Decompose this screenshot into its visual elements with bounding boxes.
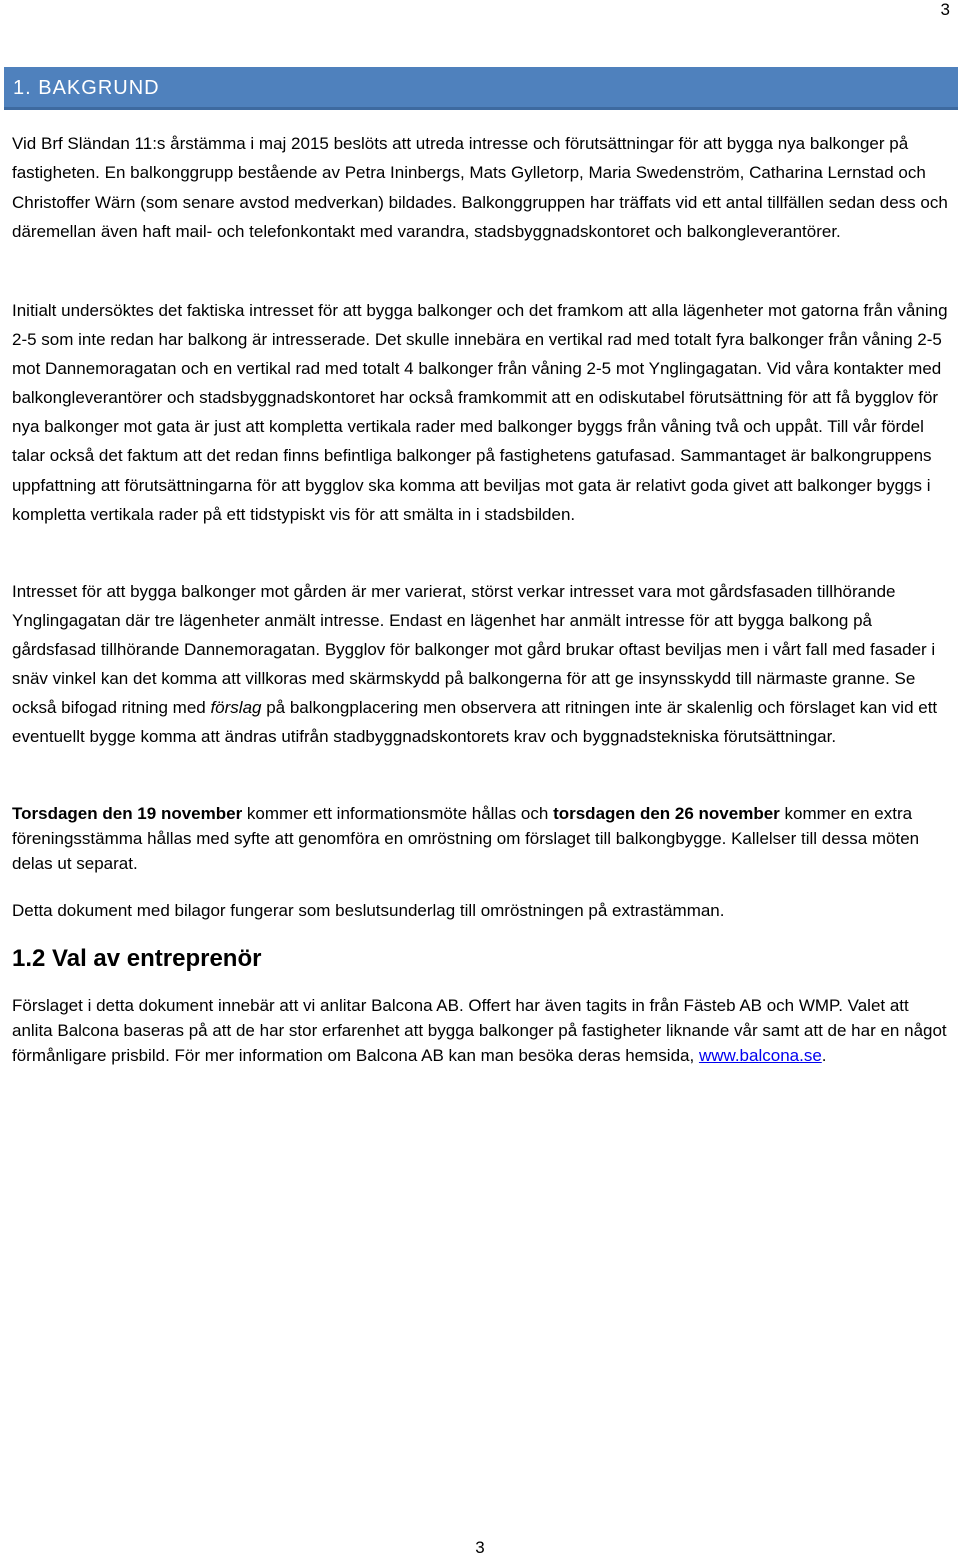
paragraph-text: på balkongplacering men observera att ritningen inte är skalenlig och förslaget kan vid ett eventuellt bygge komma att ändras utifrån stadbyggnadskontorets krav och byggnadstekniska förutsättningar. <box>12 698 938 747</box>
paragraph-meetings <box>12 801 950 876</box>
emphasis-text: förslag <box>210 698 262 718</box>
paragraph-interest-street: Initialt undersöktes det faktiska intresset för att bygga balkonger och det framkom att alla lägenheter mot gatorna från våning 2-5 som inte redan har balkong är intresserade. Det skulle innebära en vertikal rad med totalt fyra balkonger från våning 2-5 mot Dannemoragatan och en vertikal rad med totalt 4 balkonger från våning 2-5 mot Ynglingagatan. Vid våra kontakter med balkongleverantörer och stadsbyggnadskontoret har också framkommit att en odiskutabel förutsättning för att få bygglov för nya balkonger mot gata är just att kompletta vertikala rader med balkonger byggs från våning två och uppåt. Till vår fördel talar också det faktum att det redan finns befintliga balkonger på fastighetens gatufasad. Sammantaget är balkongruppens uppfattning att förutsättningarna för att bygglov ska komma att beviljas mot gata är relativt goda givet att balkonger byggs i kompletta vertikala rader på ett tidstypiskt vis för att smälta in i stadsbilden. <box>12 301 948 524</box>
section-title: 1. BAKGRUND <box>13 77 160 99</box>
meeting-date-2: torsdagen den 26 november <box>553 804 780 823</box>
subsection-title: 1.2 Val av entreprenör <box>12 945 262 972</box>
section-header-bar <box>4 67 958 110</box>
paragraph-decision-basis: Detta dokument med bilagor fungerar som beslutsunderlag till omröstningen på extrastämman. <box>12 901 725 920</box>
meeting-date-1: Torsdagen den 19 november <box>12 804 243 823</box>
paragraph-contractor <box>12 993 950 1068</box>
paragraph-text: . <box>821 1046 827 1065</box>
paragraph-text: Förslaget i detta dokument innebär att vi anlitar Balcona AB. Offert har även tagits in från Fästeb AB och WMP. Valet att anlita Balcona baseras på att de har stor erfarenhet att bygga balkonger på fastigheter liknande vår samt att de har en något förmånligare prisbild. För mer information om Balcona AB kan man besöka deras hemsida, <box>12 996 947 1065</box>
balcona-website-link[interactable]: www.balcona.se <box>698 1046 822 1065</box>
paragraph-interest-courtyard <box>12 577 950 752</box>
paragraph-text: kommer ett informationsmöte hållas och <box>242 804 554 823</box>
page-number-top: 3 <box>940 0 950 19</box>
page-number-bottom: 3 <box>475 1538 485 1557</box>
paragraph-text: kommer en extra föreningsstämma hållas med syfte att genomföra en omröstning om förslaget till balkongbygge. Kallelser till dessa möten delas ut separat. <box>12 804 920 873</box>
paragraph-background-intro: Vid Brf Sländan 11:s årstämma i maj 2015 beslöts att utreda intresse och förutsättningar för att bygga nya balkonger på fastigheten. En balkonggrupp bestående av Petra Ininbergs, Mats Gylletorp, Maria Swedenström, Catharina Lernstad och Christoffer Wärn (som senare avstod medverkan) bildades. Balkonggruppen har träffats vid ett antal tillfällen sedan dess och däremellan även haft mail- och telefonkontakt med varandra, stadsbyggnadskontoret och balkongleverantörer. <box>12 134 948 242</box>
paragraph-text: Intresset för att bygga balkonger mot gården är mer varierat, störst verkar intresset vara mot gårdsfasaden tillhörande Ynglingagatan där tre lägenheter anmält intresse. Endast en lägenhet har anmält intresse för att bygga balkong på gårdsfasad tillhörande Dannemoragatan. Bygglov för balkonger mot gård brukar oftast beviljas men i vårt fall med fasader i snäv vinkel kan det komma att villkoras med skärmskydd på balkongerna för att ge insynsskydd till närmaste granne. Se också bifogad ritning med <box>12 582 936 718</box>
